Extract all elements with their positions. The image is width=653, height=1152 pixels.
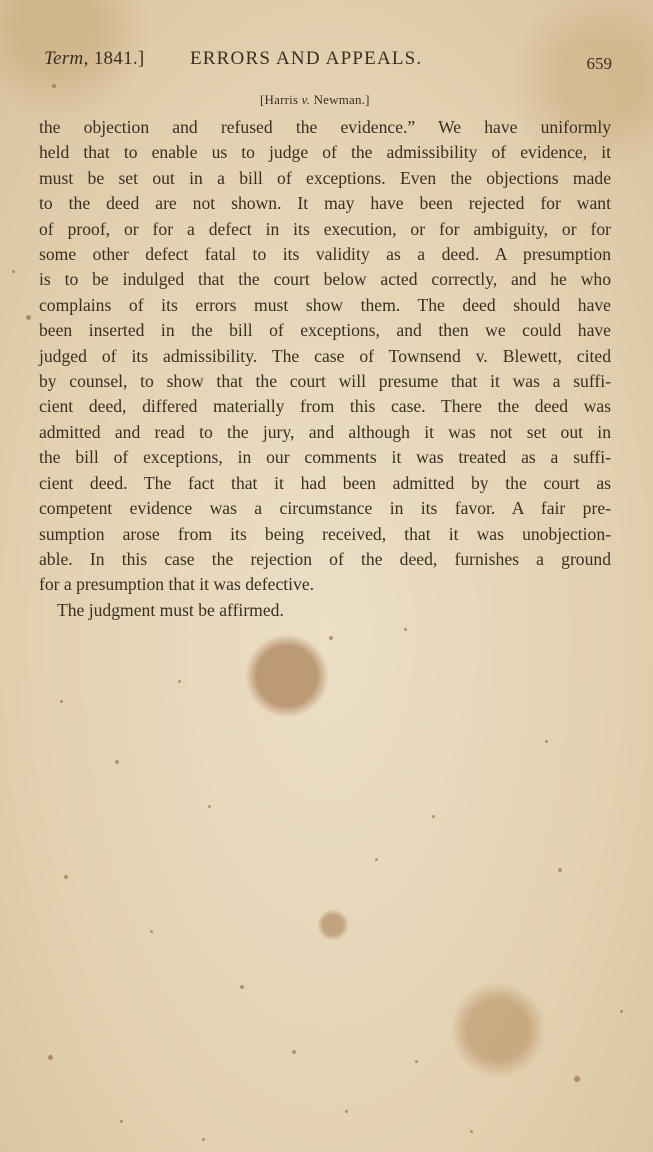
text-line: is to be indulged that the court below acted correctly, and he who: [39, 269, 611, 290]
paper-speck: [545, 740, 548, 743]
caption-versus: v.: [301, 92, 311, 107]
caption-open: [Harris: [260, 92, 302, 107]
paper-speck: [202, 1138, 205, 1141]
text-line: judged of its admissibility. The case of Townsend v. Blewett, cited: [39, 345, 611, 366]
text-line: the bill of exceptions, in our comments it was treated as a suffi-: [39, 447, 611, 468]
text-line: competent evidence was a circumstance in its favor. A fair pre-: [39, 498, 611, 519]
paper-speck: [115, 760, 119, 764]
paper-speck: [470, 1130, 473, 1133]
running-header: [44, 48, 612, 78]
closing-line: The judgment must be affirmed.: [57, 599, 284, 620]
text-line: cient deed, differed materially from this case. There the deed was: [39, 396, 611, 417]
paper-speck: [52, 84, 56, 88]
term-word: Term,: [44, 48, 89, 69]
case-caption: [260, 92, 370, 108]
page-title: ERRORS AND APPEALS.: [190, 48, 423, 69]
text-line: the objection and refused the evidence.” We have uniformly: [39, 117, 611, 137]
paper-speck: [375, 858, 378, 861]
caption-close: Newman.]: [310, 92, 370, 107]
term-label: [44, 48, 145, 70]
paper-speck: [26, 315, 31, 320]
paper-speck: [345, 1110, 348, 1113]
text-line: to the deed are not shown. It may have been rejected for want: [39, 193, 611, 214]
paper-speck: [415, 1060, 418, 1063]
text-line: some other defect fatal to its validity as a deed. A presumption: [39, 244, 611, 265]
opinion-text: [39, 115, 611, 623]
paper-speck: [558, 868, 562, 872]
text-line: of proof, or for a defect in its execution, or for ambiguity, or for: [39, 218, 611, 239]
paper-speck: [292, 1050, 296, 1054]
text-line: able. In this case the rejection of the deed, furnishes a ground: [39, 548, 611, 569]
paper-speck: [150, 930, 153, 933]
text-line: must be set out in a bill of exceptions. Even the objections made: [39, 167, 611, 188]
paper-speck: [620, 1010, 623, 1013]
paper-speck: [120, 1120, 123, 1123]
paper-speck: [574, 1076, 580, 1082]
text-line: admitted and read to the jury, and although it was not set out in: [39, 421, 611, 442]
term-year: 1841.]: [93, 48, 145, 69]
paper-speck: [329, 636, 333, 640]
text-line: sumption arose from its being received, that it was unobjection-: [39, 523, 611, 544]
paper-speck: [12, 270, 15, 273]
paper-speck: [208, 805, 211, 808]
paper-speck: [48, 1055, 53, 1060]
text-line: held that to enable us to judge of the admissibility of evidence, it: [39, 142, 611, 163]
paper-speck: [60, 700, 63, 703]
text-line: by counsel, to show that the court will presume that it was a suffi-: [39, 371, 611, 392]
paper-speck: [178, 680, 181, 683]
paper-speck: [432, 815, 435, 818]
paper-speck: [64, 875, 68, 879]
text-line: complains of its errors must show them. The deed should have: [39, 294, 611, 315]
text-line: been inserted in the bill of exceptions, and then we could have: [39, 320, 611, 341]
paper-speck: [404, 628, 407, 631]
text-line: for a presumption that it was defective.: [39, 574, 315, 595]
text-line: cient deed. The fact that it had been admitted by the court as: [39, 472, 611, 493]
page-number: 659: [586, 54, 612, 73]
paper-speck: [240, 985, 244, 989]
